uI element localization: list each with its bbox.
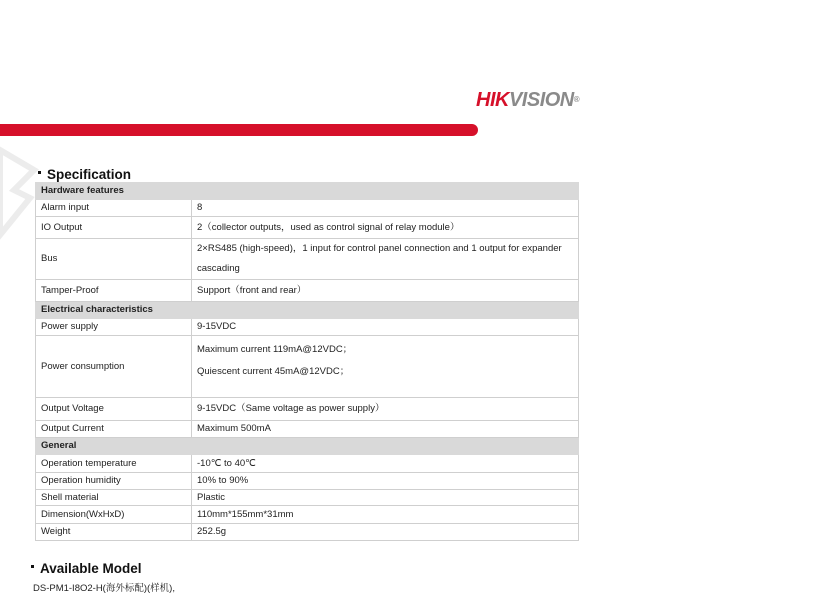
- spec-value: Plastic: [192, 490, 579, 506]
- model-text: DS-PM1-I8O2-H(海外标配)(样机),: [33, 583, 175, 594]
- spec-value: 8: [192, 200, 579, 217]
- spec-value: -10℃ to 40℃: [192, 455, 579, 473]
- available-model-heading: Available Model: [31, 561, 142, 577]
- spec-value: 9-15VDC（Same voltage as power supply）: [192, 398, 579, 421]
- spec-value: [192, 336, 579, 398]
- spec-value: 9-15VDC: [192, 319, 579, 336]
- bullet-icon: [31, 565, 34, 568]
- spec-label: Output Voltage: [36, 398, 192, 421]
- spec-label: Alarm input: [36, 200, 192, 217]
- spec-value: 2（collector outputs，used as control signal of relay module）: [192, 217, 579, 239]
- spec-value-line: Quiescent current 45mA@12VDC；: [197, 366, 350, 377]
- spec-label: Shell material: [36, 490, 192, 506]
- table-row: [36, 421, 579, 438]
- table-row: [36, 217, 579, 239]
- spec-value: 252.5g: [192, 524, 579, 541]
- section-header-row: [36, 302, 579, 319]
- table-row: [36, 524, 579, 541]
- spec-label: Power supply: [36, 319, 192, 336]
- table-row: [36, 473, 579, 490]
- table-row: [36, 200, 579, 217]
- spec-label: Operation humidity: [36, 473, 192, 490]
- table-row: [36, 398, 579, 421]
- watermark-graphic: [0, 140, 40, 250]
- section-header: General: [36, 438, 579, 455]
- spec-label: Tamper-Proof: [36, 280, 192, 302]
- table-row: [36, 455, 579, 473]
- specification-heading: Specification: [38, 167, 131, 183]
- table-row: [36, 239, 579, 280]
- spec-table: [35, 182, 579, 541]
- spec-label: IO Output: [36, 217, 192, 239]
- spec-value: 10% to 90%: [192, 473, 579, 490]
- spec-value: 2×RS485 (high-speed)，1 input for control panel connection and 1 output for expander cascading: [192, 239, 579, 280]
- section-header: Hardware features: [36, 183, 579, 200]
- table-row: [36, 280, 579, 302]
- spec-label: Operation temperature: [36, 455, 192, 473]
- table-row: [36, 319, 579, 336]
- spec-value: Support（front and rear）: [192, 280, 579, 302]
- spec-label: Power consumption: [36, 336, 192, 398]
- header-red-bar: [0, 124, 478, 136]
- spec-label: Dimension(WxHxD): [36, 506, 192, 524]
- spec-label: Weight: [36, 524, 192, 541]
- spec-value: 110mm*155mm*31mm: [192, 506, 579, 524]
- section-header-row: [36, 438, 579, 455]
- spec-value-line: Maximum current 119mA@12VDC；: [197, 344, 353, 355]
- section-header-row: [36, 183, 579, 200]
- table-row: [36, 506, 579, 524]
- spec-label: Bus: [36, 239, 192, 280]
- hikvision-logo: HIKVISION®: [476, 89, 580, 111]
- spec-value: Maximum 500mA: [192, 421, 579, 438]
- table-row: [36, 490, 579, 506]
- spec-label: Output Current: [36, 421, 192, 438]
- section-header: Electrical characteristics: [36, 302, 579, 319]
- bullet-icon: [38, 171, 41, 174]
- table-row: [36, 336, 579, 398]
